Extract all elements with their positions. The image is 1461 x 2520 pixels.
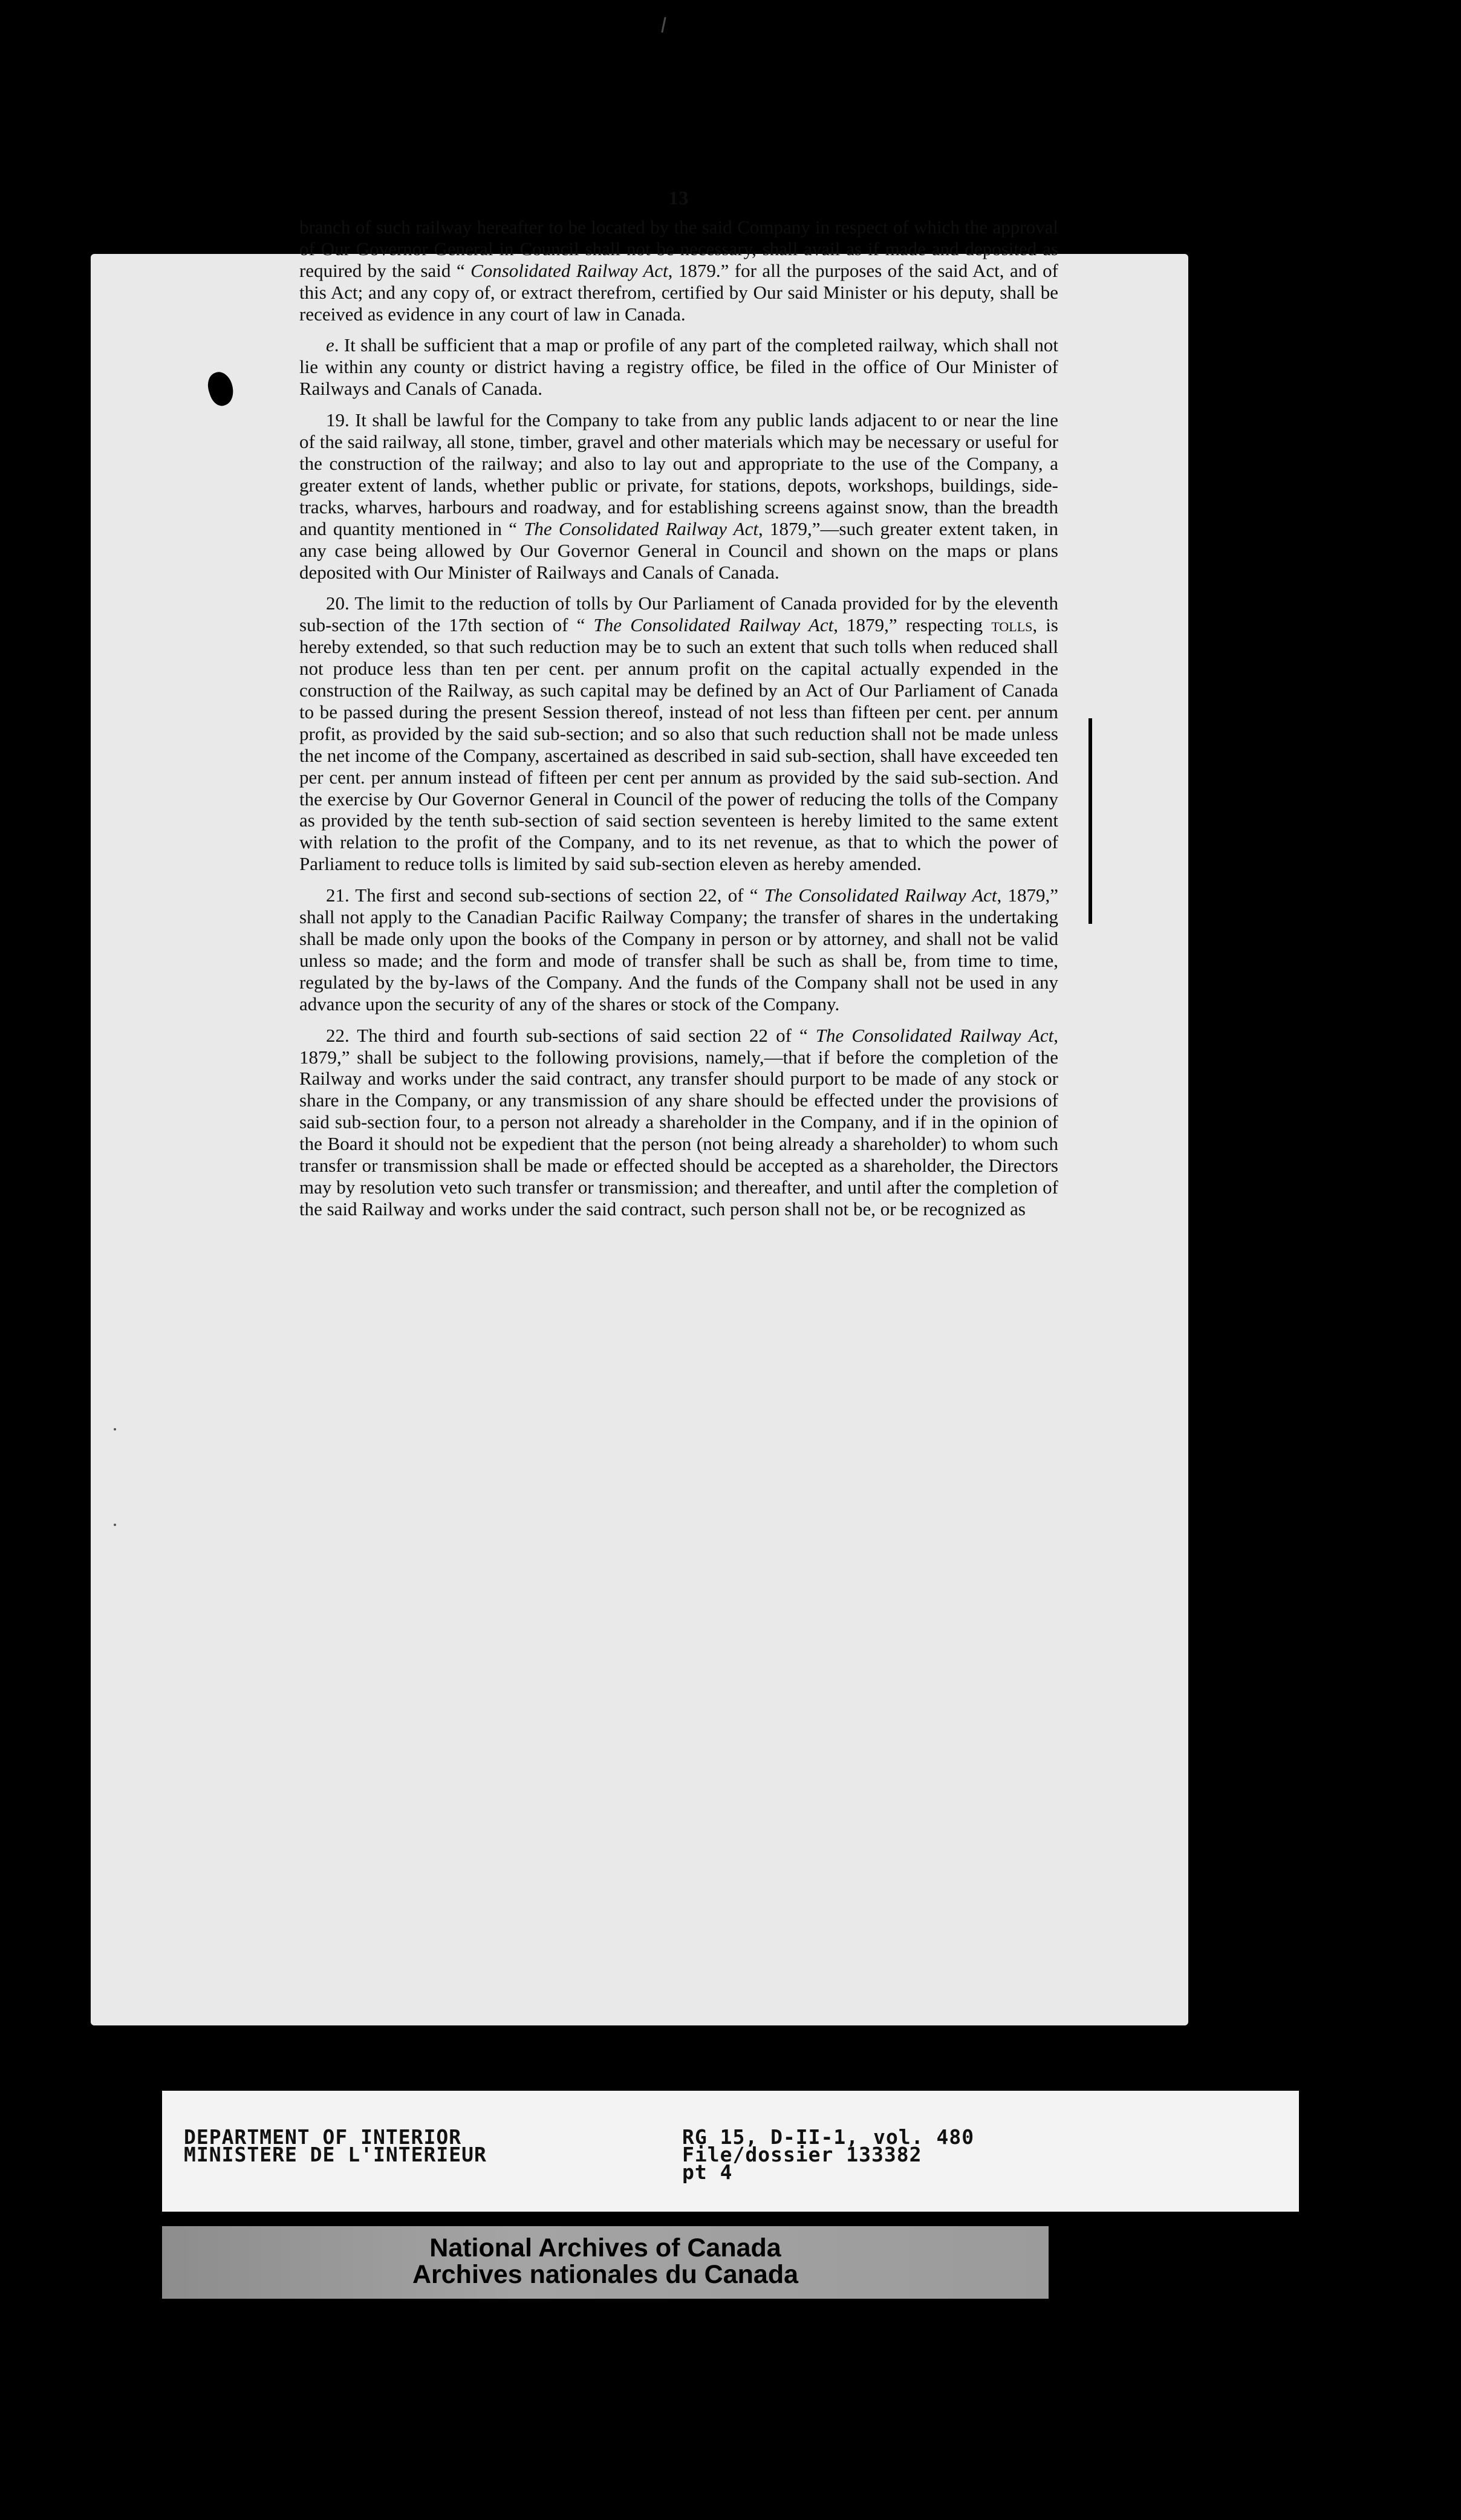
- paragraph-p-e: [299, 334, 1058, 400]
- text-segment: tolls: [991, 614, 1033, 636]
- text-segment: . It shall be sufficient that a map or profile of any part of the completed railway, which shall not lie within any county or district having a registry office, be filed in the office of Our Minister of Railways and Canals of Canada.: [299, 334, 1058, 400]
- text-segment: , 1879.” for all the purposes of the said Act, and of this Act; and any copy of, or extract therefrom, certified by Our said Minister or his deputy, shall be received as evidence in any court of law in Canada.: [299, 259, 1058, 325]
- file-number: File/dossier 133382: [682, 2143, 922, 2166]
- paragraph-p-21: [299, 885, 1058, 1015]
- archives-banner: [162, 2226, 1049, 2299]
- document-text: [299, 187, 1058, 1230]
- speck: [114, 1524, 116, 1526]
- text-segment: 19. It shall be lawful for the Company to take from any public lands adjacent to or near the line of the said railway, all stone, timber, gravel and other materials which may be necessary or useful for the construction of the railway; and also to lay out and appropriate to the use of the Company, a greater extent of lands, whether public or private, for stations, depots, workshops, buildings, side-tracks, wharves, harbours and roadway, and for establishing screens against snow, than the breadth and quantity mentioned in “: [299, 409, 1058, 539]
- reference-label: [682, 2125, 975, 2184]
- paragraph-p-20: [299, 593, 1058, 875]
- part-number: pt 4: [682, 2160, 733, 2184]
- text-segment: e: [326, 334, 334, 356]
- text-segment: 21. The first and second sub-sections of section 22, of “: [326, 885, 764, 906]
- text-segment: , 1879,” respecting: [833, 614, 992, 636]
- text-segment: , 1879,” shall be subject to the following provisions, namely,—that if before the completion of the Railway and works under the said contract, any transfer should purport to be made of any stock or share in the Company, or any transmission of any share should be effected under the provisions of said sub-section four, to a person not already a shareholder in the Company, and if in the opinion of the Board it should not be expedient that the person (not being already a shareholder) to whom such transfer or transmission shall be made or effected should be accepted as a shareholder, the Directors may by resolution veto such transfer or transmission; and thereafter, and until after the completion of the said Railway and works under the said contract, such person shall not be, or be recognized as: [299, 1024, 1058, 1219]
- archives-name-en: National Archives of Canada: [429, 2233, 781, 2262]
- text-segment: The Consolidated Railway Act: [524, 518, 759, 539]
- paragraph-p-continuation: [299, 216, 1058, 325]
- page-number: 13: [668, 187, 689, 209]
- paragraph-p-19: [299, 409, 1058, 583]
- text-segment: The Consolidated Railway Act: [815, 1024, 1054, 1046]
- text-segment: 20. The limit to the reduction of tolls by Our Parliament of Canada provided for by the eleventh sub-section of the 17th section of “: [299, 593, 1058, 636]
- archives-banner-text: [162, 2235, 1049, 2288]
- text-segment: , 1879,” shall not apply to the Canadian Pacific Railway Company; the transfer of shares in the undertaking shall be made only upon the books of the Company in person or by attorney, and shall not be valid unless so made; and the form and mode of transfer shall be such as shall be, from time to time, regulated by the by-laws of the Company. And the funds of the Company shall not be used in any advance upon the security of any of the shares or stock of the Company.: [299, 885, 1059, 1015]
- punch-hole: [204, 369, 238, 409]
- department-label: [184, 2125, 487, 2166]
- film-scratch-mark: [661, 17, 666, 33]
- volume-number: vol. 480: [873, 2125, 975, 2149]
- margin-marker-line: [1088, 718, 1092, 924]
- archives-name-fr: Archives nationales du Canada: [412, 2260, 799, 2289]
- archive-reference-label: [162, 2091, 1299, 2212]
- record-group-ref: RG 15, D-II-1,: [682, 2125, 859, 2149]
- text-segment: 22. The third and fourth sub-sections of said section 22 of “: [326, 1024, 816, 1046]
- text-segment: The Consolidated Railway Act: [593, 614, 834, 636]
- text-segment: Consolidated Railway Act: [470, 259, 668, 281]
- text-segment: branch of such railway hereafter to be located by the said Company in respect of which the approval of Our Governor General in Council shall not be necessary, shall avail as if made and deposited as required by the said “: [299, 216, 1058, 281]
- text-segment: The Consolidated Railway Act: [764, 885, 997, 906]
- department-name-en: DEPARTMENT OF INTERIOR: [184, 2125, 462, 2149]
- speck: [114, 1428, 116, 1430]
- text-segment: , 1879,”—such greater extent taken, in any case being allowed by Our Governor General in Council and shown on the maps or plans deposited with Our Minister of Railways and Canals of Canada.: [299, 518, 1059, 583]
- text-segment: , is hereby extended, so that such reduction may be to such an extent that such tolls when reduced shall not produce less than ten per cent. per annum profit on the capital actually expended in the construction of the Railway, as such capital may be defined by an Act of Our Parliament of Canada to be passed during the present Session thereof, instead of not less than fifteen per cent. per annum profit, as provided by the said sub-section; and so also that such reduction shall not be made unless the net income of the Company, ascertained as described in said sub-section, shall have exceeded ten per cent. per annum instead of fifteen per cent per annum as provided by the said sub-section. And the exercise by Our Governor General in Council of the power of reducing the tolls of the Company as provided by the tenth sub-section of said section seventeen is hereby limited to the same extent with relation to the profit of the Company, and to its net revenue, as that to which the power of Parliament to reduce tolls is limited by said sub-section eleven as hereby amended.: [299, 614, 1058, 875]
- paragraph-p-22: [299, 1025, 1058, 1220]
- department-name-fr: MINISTERE DE L'INTERIEUR: [184, 2143, 487, 2166]
- paragraph-list: [299, 216, 1058, 1220]
